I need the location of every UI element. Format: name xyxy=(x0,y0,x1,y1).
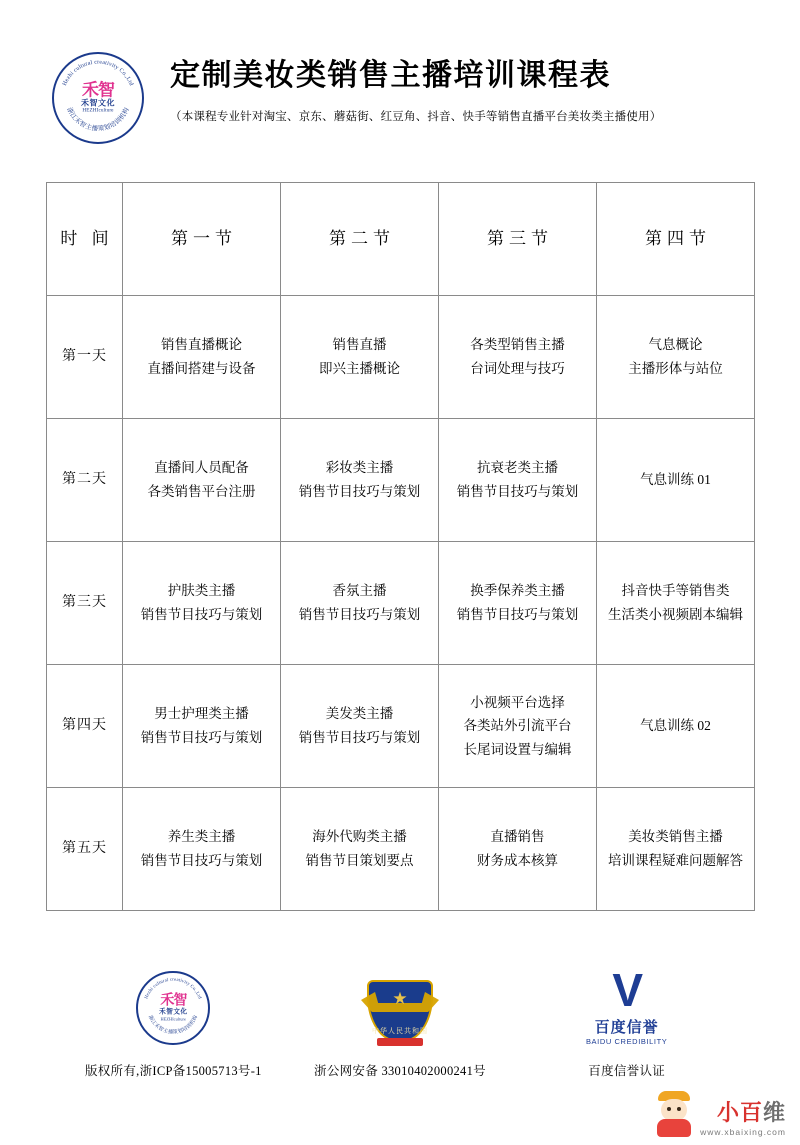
cell-line: 各类站外引流平台 xyxy=(463,718,572,734)
police-star: ★ xyxy=(392,989,408,1008)
column-header-time: 时 间 xyxy=(47,183,123,296)
title-block xyxy=(148,48,760,124)
table-cell xyxy=(123,419,281,542)
table-cell xyxy=(597,665,755,788)
table-cell xyxy=(123,788,281,911)
cell-line: 抗衰老类主播 xyxy=(477,460,558,476)
table-row xyxy=(47,419,755,542)
table-cell xyxy=(597,296,755,419)
mascot-body xyxy=(657,1119,691,1137)
seal-center xyxy=(67,82,129,115)
column-header-period-1: 第一节 xyxy=(123,183,281,296)
watermark-text xyxy=(700,1102,786,1137)
cell-line: 财务成本核算 xyxy=(477,853,558,868)
mascot-icon xyxy=(654,1091,694,1137)
row-day-label: 第一天 xyxy=(47,296,123,419)
watermark-url: www.xbaixing.com xyxy=(700,1127,786,1137)
footer-badge-police xyxy=(287,965,514,1079)
seal-ring-en: Hezhi cultural creativity Co.,Ltd xyxy=(61,59,135,87)
table-cell xyxy=(281,665,439,788)
police-emblem-text: 中华人民共和国 xyxy=(372,1027,428,1035)
table-cell xyxy=(281,542,439,665)
police-license-text: 浙公网安备 33010402000241号 xyxy=(314,1064,486,1078)
cell-line: 各类型销售主播 xyxy=(470,337,565,353)
watermark-brand-red: 小百 xyxy=(716,1100,763,1125)
cell-line: 销售节目策划要点 xyxy=(305,853,414,868)
cell-line: 台词处理与技巧 xyxy=(470,361,565,376)
footer-baidu-art xyxy=(513,965,740,1051)
seal-company-cn: 禾智文化 xyxy=(159,1008,188,1016)
cell-line: 气息训练 02 xyxy=(640,718,711,734)
footer-badge-icp xyxy=(60,965,287,1079)
site-watermark xyxy=(654,1091,786,1137)
mascot-face xyxy=(661,1099,687,1121)
cell-line: 护肤类主播 xyxy=(167,583,236,599)
cell-line: 彩妆类主播 xyxy=(325,460,394,476)
table-row xyxy=(47,665,755,788)
cell-line: 销售直播 xyxy=(332,337,387,353)
watermark-brand-gray: 维 xyxy=(762,1100,786,1125)
page-title: 定制美妆类销售主播培训课程表 xyxy=(170,59,611,92)
footer-police-art xyxy=(287,965,514,1051)
seal-mark: 禾智 xyxy=(160,993,187,1009)
table-cell xyxy=(281,296,439,419)
cell-line: 气息训练 01 xyxy=(640,472,711,488)
seal-company-en: HEZHIculture xyxy=(82,107,114,114)
cell-line: 换季保养类主播 xyxy=(470,583,565,599)
cell-line: 直播间搭建与设备 xyxy=(147,361,256,376)
cell-line: 美妆类销售主播 xyxy=(628,829,723,845)
company-logo xyxy=(52,52,148,148)
cell-line: 销售直播概论 xyxy=(161,337,242,353)
row-day-label: 第二天 xyxy=(47,419,123,542)
seal-ring-cn: 浙江禾智主播策划培训机构 xyxy=(147,1014,200,1036)
company-seal-icon xyxy=(52,52,144,144)
cell-line: 直播间人员配备 xyxy=(154,460,249,476)
police-base xyxy=(377,1038,423,1046)
table-header-row xyxy=(47,183,755,296)
cell-line: 气息概论 xyxy=(648,337,703,353)
table-cell xyxy=(439,788,597,911)
table-row xyxy=(47,296,755,419)
seal-center xyxy=(147,994,199,1021)
footer-seal-art xyxy=(60,965,287,1051)
row-day-label: 第五天 xyxy=(47,788,123,911)
cell-line: 销售节目技巧与策划 xyxy=(298,484,421,499)
cell-line: 直播销售 xyxy=(490,829,545,845)
column-header-period-4: 第四节 xyxy=(597,183,755,296)
cell-line: 香氛主播 xyxy=(332,583,387,599)
cell-line: 培训课程疑难问题解答 xyxy=(608,853,743,868)
cell-line: 销售节目技巧与策划 xyxy=(456,607,579,622)
seal-ring-en: Hezhi cultural creativity Co.,Ltd xyxy=(144,977,203,1000)
cell-line: 各类销售平台注册 xyxy=(147,484,256,499)
document-footer xyxy=(0,929,800,1079)
column-header-period-2: 第二节 xyxy=(281,183,439,296)
cell-line: 销售节目技巧与策划 xyxy=(298,607,421,622)
cell-line: 抖音快手等销售类 xyxy=(621,583,730,599)
cell-line: 小视频平台选择 xyxy=(470,694,565,710)
baidu-v-mark: V xyxy=(612,964,642,1017)
table-cell xyxy=(597,419,755,542)
table-cell xyxy=(597,542,755,665)
baidu-certification-text: 百度信誉认证 xyxy=(588,1064,666,1078)
table-cell xyxy=(439,665,597,788)
baidu-name-cn: 百度信誉 xyxy=(594,1019,659,1036)
table-cell xyxy=(123,542,281,665)
footer-badge-baidu xyxy=(513,965,740,1079)
cell-line: 即兴主播概论 xyxy=(319,361,400,376)
cell-line: 销售节目技巧与策划 xyxy=(298,730,421,745)
table-cell xyxy=(123,296,281,419)
table-row xyxy=(47,788,755,911)
cell-line: 生活类小视频剧本编辑 xyxy=(608,607,743,622)
page-subtitle: （本课程专业针对淘宝、京东、蘑菇街、红豆角、抖音、快手等销售直播平台美妆类主播使用） xyxy=(170,111,662,123)
table-cell xyxy=(439,296,597,419)
schedule-table xyxy=(46,182,755,911)
icp-license-text: 版权所有,浙ICP备15005713号-1 xyxy=(84,1064,262,1078)
cell-line: 销售节目技巧与策划 xyxy=(456,484,579,499)
table-body xyxy=(47,296,755,911)
row-day-label: 第三天 xyxy=(47,542,123,665)
row-day-label: 第四天 xyxy=(47,665,123,788)
cell-line: 主播形体与站位 xyxy=(628,361,723,376)
company-seal-icon xyxy=(136,971,210,1045)
table-header xyxy=(47,183,755,296)
seal-ring-cn: 浙江禾智主播策划培训机构 xyxy=(65,106,131,133)
table-cell xyxy=(439,542,597,665)
document-header xyxy=(0,0,800,148)
baidu-credibility-icon xyxy=(585,964,668,1046)
table-row xyxy=(47,542,755,665)
seal-company-en: HEZHIculture xyxy=(160,1016,187,1022)
table-cell xyxy=(281,788,439,911)
table-cell xyxy=(439,419,597,542)
police-emblem-icon xyxy=(361,968,439,1048)
table-cell xyxy=(281,419,439,542)
baidu-name-en: BAIDU CREDIBILITY xyxy=(585,1036,668,1046)
seal-company-cn: 禾智文化 xyxy=(81,98,115,108)
cell-line: 销售节目技巧与策划 xyxy=(140,730,263,745)
cell-line: 销售节目技巧与策划 xyxy=(140,853,263,868)
watermark-brand xyxy=(700,1102,786,1124)
table-cell xyxy=(123,665,281,788)
footer-badges xyxy=(0,929,800,1079)
cell-line: 长尾词设置与编辑 xyxy=(463,741,572,757)
schedule-table-container xyxy=(0,148,800,911)
table-cell xyxy=(597,788,755,911)
seal-mark: 禾智 xyxy=(82,80,114,100)
cell-line: 海外代购类主播 xyxy=(312,829,407,845)
cell-line: 销售节目技巧与策划 xyxy=(140,607,263,622)
cell-line: 美发类主播 xyxy=(325,706,394,722)
cell-line: 男士护理类主播 xyxy=(154,706,249,722)
column-header-period-3: 第三节 xyxy=(439,183,597,296)
cell-line: 养生类主播 xyxy=(167,829,236,845)
